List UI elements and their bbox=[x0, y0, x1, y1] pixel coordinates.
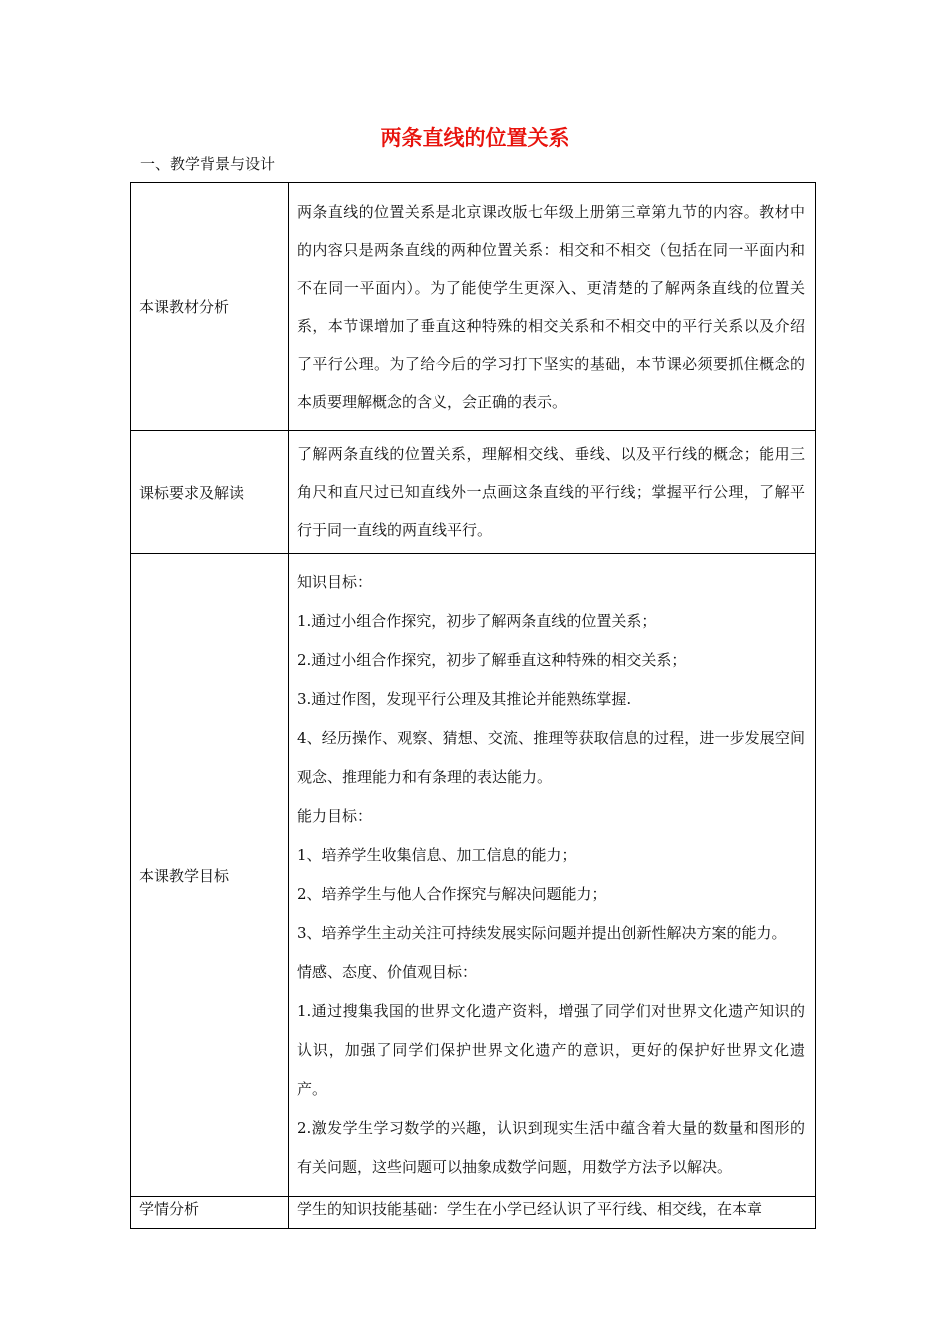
paragraph: 两条直线的位置关系是北京课改版七年级上册第三章第九节的内容。教材中的内容只是两条直线的两种位置关系：相交和不相交（包括在同一平面内和不在同一平面内）。为了能使学生更深入、更清楚的了解两条直线的位置关系，本节课增加了垂直这种特殊的相交关系和不相交中的平行关系以及介绍了平行公理。为了给今后的学习打下坚实的基础，本节课必须要抓住概念的本质要理解概念的含义，会正确的表示。 bbox=[297, 202, 805, 411]
table-row bbox=[131, 431, 816, 554]
section-heading: 一、教学背景与设计 bbox=[140, 155, 276, 173]
row-content bbox=[289, 431, 816, 554]
paragraph: 了解两条直线的位置关系，理解相交线、垂线、以及平行线的概念；能用三角尺和直尺过已知直线外一点画这条直线的平行线；掌握平行公理，了解平行于同一直线的两直线平行。 bbox=[297, 445, 805, 539]
paragraph: 2.通过小组合作探究，初步了解垂直这种特殊的相交关系； bbox=[297, 651, 687, 669]
row-label: 课标要求及解读 bbox=[131, 431, 289, 554]
lesson-design-table bbox=[130, 182, 816, 1229]
table-row bbox=[131, 1197, 816, 1229]
paragraph: 学生的知识技能基础：学生在小学已经认识了平行线、相交线，在本章 bbox=[297, 1200, 763, 1218]
row-label: 学情分析 bbox=[131, 1197, 289, 1229]
paragraph: 知识目标： bbox=[297, 573, 373, 591]
paragraph: 1、培养学生收集信息、加工信息的能力； bbox=[297, 846, 577, 864]
document-title: 两条直线的位置关系 bbox=[380, 126, 570, 150]
paragraph: 4、经历操作、观察、猜想、交流、推理等获取信息的过程，进一步发展空间观念、推理能力和有条理的表达能力。 bbox=[297, 729, 805, 786]
paragraph: 3.通过作图，发现平行公理及其推论并能熟练掌握. bbox=[297, 690, 632, 708]
row-content bbox=[289, 554, 816, 1197]
table-row bbox=[131, 183, 816, 431]
paragraph: 2.激发学生学习数学的兴趣，认识到现实生活中蕴含着大量的数量和图形的有关问题，这些问题可以抽象成数学问题，用数学方法予以解决。 bbox=[297, 1119, 805, 1176]
paragraph: 能力目标： bbox=[297, 807, 373, 825]
row-content bbox=[289, 183, 816, 431]
row-content bbox=[289, 1197, 816, 1229]
paragraph: 1.通过搜集我国的世界文化遗产资料，增强了同学们对世界文化遗产知识的认识，加强了同学们保护世界文化遗产的意识，更好的保护好世界文化遗产。 bbox=[297, 1002, 805, 1098]
paragraph: 3、培养学生主动关注可持续发展实际问题并提出创新性解决方案的能力。 bbox=[297, 924, 787, 942]
paragraph: 1.通过小组合作探究，初步了解两条直线的位置关系； bbox=[297, 612, 657, 630]
paragraph: 情感、态度、价值观目标： bbox=[297, 963, 478, 981]
row-label: 本课教材分析 bbox=[131, 183, 289, 431]
paragraph: 2、培养学生与他人合作探究与解决问题能力； bbox=[297, 885, 607, 903]
table-row bbox=[131, 554, 816, 1197]
row-label: 本课教学目标 bbox=[131, 554, 289, 1197]
